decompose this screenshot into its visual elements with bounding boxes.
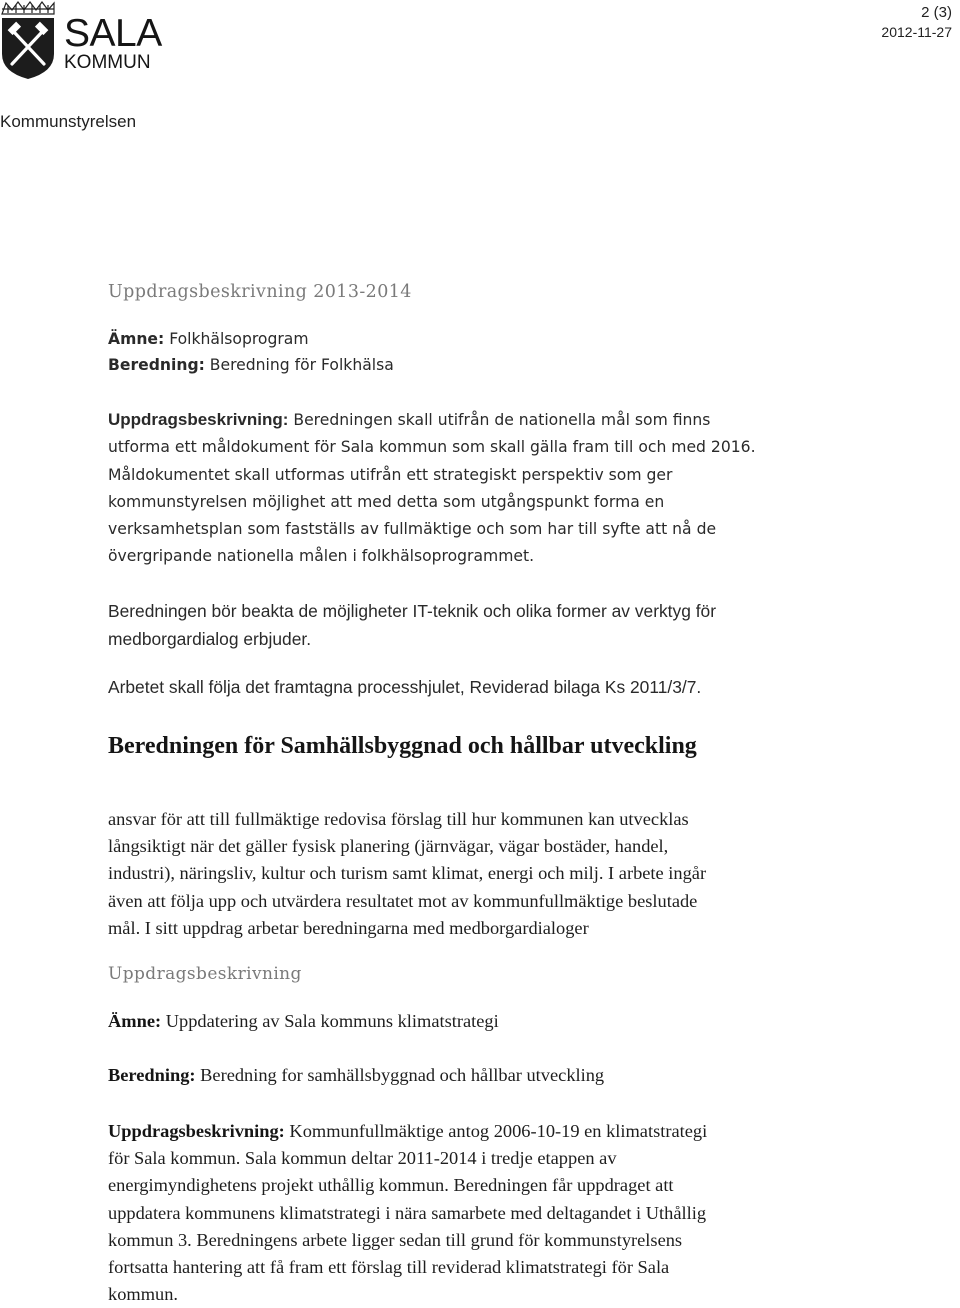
section2-heading: Beredningen för Samhällsbyggnad och hållbar utveckling [108, 733, 697, 759]
preparation-label: Beredning: [108, 1065, 196, 1085]
assignment-line: kommunstyrelsen möjlighet att med detta som utgångspunkt forma en [108, 492, 665, 511]
subject-value: Folkhälsoprogram [164, 330, 309, 348]
page-number: 2 (3) [921, 4, 952, 21]
section2-subject [108, 1008, 928, 1035]
preparation-label: Beredning: [108, 356, 205, 374]
assignment-line: verksamhetsplan som fastställs av fullmäktige och som har till syfte att nå de [108, 520, 717, 539]
section2-assignment [108, 1118, 928, 1308]
municipality-emblem-icon [0, 0, 56, 80]
section1-title: Uppdragsbeskrivning 2013-2014 [108, 282, 412, 302]
section2-intro [108, 806, 928, 942]
logo-wordmark: SALA [64, 12, 162, 55]
intro-line: mål. I sitt uppdrag arbetar beredningarna med medborgardialoger [108, 917, 589, 938]
section2-title: Uppdragsbeskrivning [108, 964, 302, 984]
section2-preparation [108, 1062, 928, 1089]
assignment-line: kommun 3. Beredningens arbete ligger sedan till grund för kommunstyrelsens [108, 1229, 683, 1250]
subject-value: Uppdatering av Sala kommuns klimatstrategi [161, 1011, 499, 1031]
paragraph-line: Arbetet skall följa det framtagna processhjulet, Reviderad bilaga Ks 2011/3/7. [108, 677, 702, 697]
section1-preparation [108, 352, 928, 379]
preparation-value: Beredning för Folkhälsa [204, 356, 394, 374]
logo-subtitle: KOMMUN [64, 52, 151, 73]
section1-subject [108, 326, 928, 353]
assignment-label: Uppdragsbeskrivning: [108, 410, 289, 429]
assignment-label: Uppdragsbeskrivning: [108, 1121, 285, 1141]
intro-line: långsiktigt när det gäller fysisk planering (järnvägar, vägar bostäder, handel, [108, 836, 669, 857]
assignment-line: Kommunfullmäktige antog 2006-10-19 en klimatstrategi [284, 1121, 708, 1141]
assignment-line: energimyndighetens projekt uthållig kommun. Beredningen får uppdraget att [108, 1175, 674, 1196]
assignment-line: uppdatera kommunens klimatstrategi i nära samarbete med deltagandet i Uthållig [108, 1202, 707, 1223]
department-label: Kommunstyrelsen [0, 112, 137, 131]
paragraph-line: Beredningen bör beakta de möjligheter IT-teknik och olika former av verktyg för [108, 601, 717, 621]
preparation-value: Beredning for samhällsbyggnad och hållbar utveckling [195, 1065, 605, 1085]
assignment-line: Beredningen skall utifrån de nationella mål som finns [288, 411, 711, 429]
assignment-line: utforma ett måldokument för Sala kommun som skall gälla fram till och med 2016. [108, 438, 756, 457]
assignment-line: övergripande nationella målen i folkhälsoprogrammet. [108, 547, 535, 566]
assignment-line: kommun. [108, 1284, 178, 1305]
intro-line: industri), näringsliv, kultur och turism samt klimat, energi och milj. I arbete ingår [108, 863, 707, 884]
intro-line: ansvar för att till fullmäktige redovisa förslag till hur kommunen kan utvecklas [108, 809, 689, 829]
section1-paragraph-2 [108, 598, 928, 653]
section1-paragraph-3 [108, 674, 928, 701]
section1-assignment [108, 406, 928, 571]
assignment-line: för Sala kommun. Sala kommun deltar 2011-2014 i tredje etappen av [108, 1148, 617, 1169]
assignment-line: fortsatta hantering att få fram ett förslag till reviderad klimatstrategi för Sala [108, 1257, 670, 1278]
assignment-line: Måldokumentet skall utformas utifrån ett strategiskt perspektiv som ger [108, 465, 673, 484]
intro-line: även att följa upp och utvärdera resultatet mot av kommunfullmäktige beslutade [108, 890, 698, 911]
subject-label: Ämne: [108, 330, 165, 348]
paragraph-line: medborgardialog erbjuder. [108, 628, 312, 649]
subject-label: Ämne: [108, 1011, 162, 1031]
document-date: 2012-11-27 [881, 24, 952, 40]
